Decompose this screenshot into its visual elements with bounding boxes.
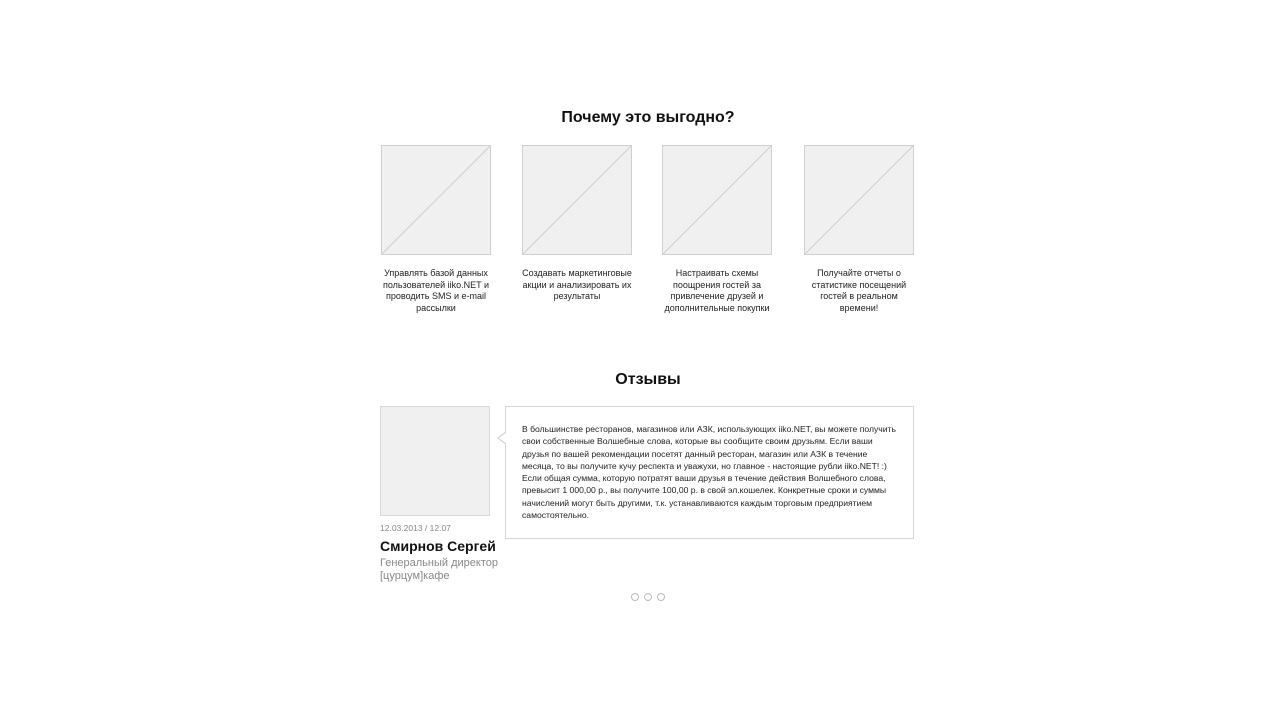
benefits-title: Почему это выгодно? — [561, 109, 735, 126]
benefit-item-1 — [381, 145, 491, 314]
benefit-item-3 — [662, 145, 772, 314]
review-pager — [631, 593, 665, 601]
review-text: В большинстве ресторанов, магазинов или АЗК, использующих iiko.NET, вы можете получить свои собственные Волшебные слова, которые вы сообщите своим друзьям. Если ваши друзья по вашей рекомендации посетят данный ресторан, магазин или АЗК в течение месяца, то вы получите кучу респекта и уважухи, но главное - настоящие рубли iiko.NET! :) Если общая сумма, которую потратят ваши друзья в течение действия Волшебного слова, превысит 1 000,00 р., вы получите 100,00 р. в свой эл.кошелек. Конкретные сроки и суммы начислений могут быть другими, т.к. устанавливаются каждым торговым предприятием самостоятельно. — [522, 424, 896, 521]
benefit-item-4 — [804, 145, 914, 314]
benefit-image-placeholder — [662, 145, 772, 255]
benefit-text: Управлять базой данных пользователей iiko.NET и проводить SMS и e-mail рассылки — [382, 268, 490, 313]
pager-dot-1[interactable] — [631, 593, 639, 601]
author-position: Генеральный директор [цурцум]кафе — [380, 557, 498, 582]
benefit-text: Получайте отчеты о статистике посещений гостей в реальном времени! — [811, 268, 907, 313]
placeholder-diagonal-icon — [523, 146, 631, 254]
placeholder-diagonal-icon — [382, 146, 490, 254]
benefit-item-2 — [522, 145, 632, 303]
benefit-image-placeholder — [381, 145, 491, 255]
pager-dot-2[interactable] — [644, 593, 652, 601]
placeholder-diagonal-icon — [663, 146, 771, 254]
review-bubble — [505, 406, 914, 539]
pager-dot-3[interactable] — [657, 593, 665, 601]
placeholder-diagonal-icon — [805, 146, 913, 254]
author-name: Смирнов Сергей — [380, 538, 496, 554]
benefit-text: Настраивать схемы поощрения гостей за привлечение друзей и дополнительные покупки — [664, 268, 770, 313]
benefit-image-placeholder — [804, 145, 914, 255]
author-photo-placeholder — [380, 406, 490, 516]
benefit-image-placeholder — [522, 145, 632, 255]
benefit-text: Создавать маркетинговые акции и анализировать их результаты — [522, 268, 632, 301]
reviews-title: Отзывы — [615, 371, 681, 388]
review-date: 12.03.2013 / 12.07 — [380, 523, 451, 533]
